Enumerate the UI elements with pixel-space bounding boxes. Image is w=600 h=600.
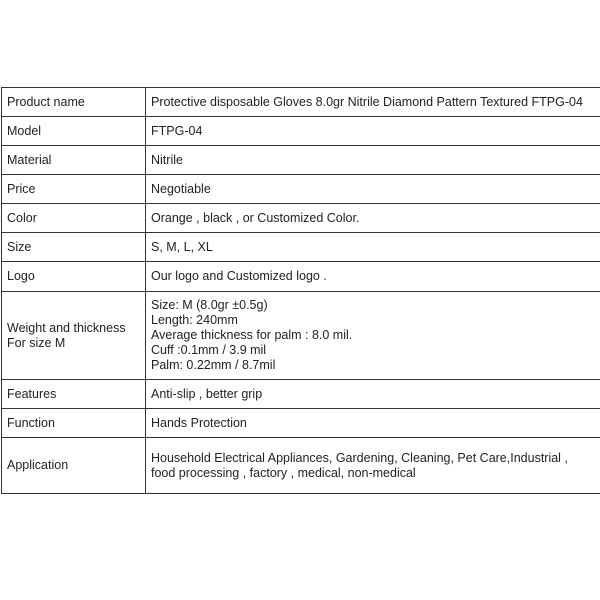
spec-label-weight-thickness — [2, 292, 146, 380]
spec-value-line: Palm: 0.22mm / 8.7mil — [151, 358, 276, 372]
spec-label-product-name: Product name — [2, 88, 146, 117]
spec-value-line: food processing , factory , medical, non-medical — [151, 465, 416, 480]
spec-row-size — [2, 233, 600, 262]
spec-value-application — [146, 438, 600, 494]
spec-label-model: Model — [2, 117, 146, 146]
spec-row-logo — [2, 262, 600, 292]
spec-row-features — [2, 380, 600, 409]
spec-value-weight-thickness — [146, 292, 600, 380]
spec-value-line: Cuff :0.1mm / 3.9 mil — [151, 343, 267, 357]
spec-value-size: S, M, L, XL — [146, 233, 600, 262]
spec-value-product-name: Protective disposable Gloves 8.0gr Nitrile Diamond Pattern Textured FTPG-04 — [146, 88, 600, 117]
spec-value-line: Size: M (8.0gr ±0.5g) — [151, 298, 268, 312]
spec-value-material: Nitrile — [146, 146, 600, 175]
spec-value-color: Orange , black , or Customized Color. — [146, 204, 600, 233]
spec-label-color: Color — [2, 204, 146, 233]
spec-label-line: Weight and thickness — [7, 320, 126, 335]
spec-label-line: For size M — [7, 335, 66, 350]
spec-value-line: Average thickness for palm : 8.0 mil. — [151, 328, 353, 342]
spec-row-application — [2, 438, 600, 494]
spec-row-price — [2, 175, 600, 204]
spec-row-material — [2, 146, 600, 175]
spec-value-line: Length: 240mm — [151, 313, 238, 327]
spec-label-function: Function — [2, 409, 146, 438]
spec-label-features: Features — [2, 380, 146, 409]
product-spec-table — [1, 87, 600, 494]
spec-label-size: Size — [2, 233, 146, 262]
spec-label-material: Material — [2, 146, 146, 175]
spec-row-model — [2, 117, 600, 146]
spec-value-logo: Our logo and Customized logo . — [146, 262, 600, 292]
spec-label-application: Application — [2, 438, 146, 494]
spec-value-function: Hands Protection — [146, 409, 600, 438]
spec-label-price: Price — [2, 175, 146, 204]
spec-row-color — [2, 204, 600, 233]
spec-value-price: Negotiable — [146, 175, 600, 204]
spec-value-features: Anti-slip , better grip — [146, 380, 600, 409]
spec-label-logo: Logo — [2, 262, 146, 292]
spec-row-product-name — [2, 88, 600, 117]
spec-row-function — [2, 409, 600, 438]
spec-value-model: FTPG-04 — [146, 117, 600, 146]
spec-row-weight-thickness — [2, 292, 600, 380]
spec-value-line: Household Electrical Appliances, Gardening, Cleaning, Pet Care,Industrial , — [151, 450, 568, 465]
